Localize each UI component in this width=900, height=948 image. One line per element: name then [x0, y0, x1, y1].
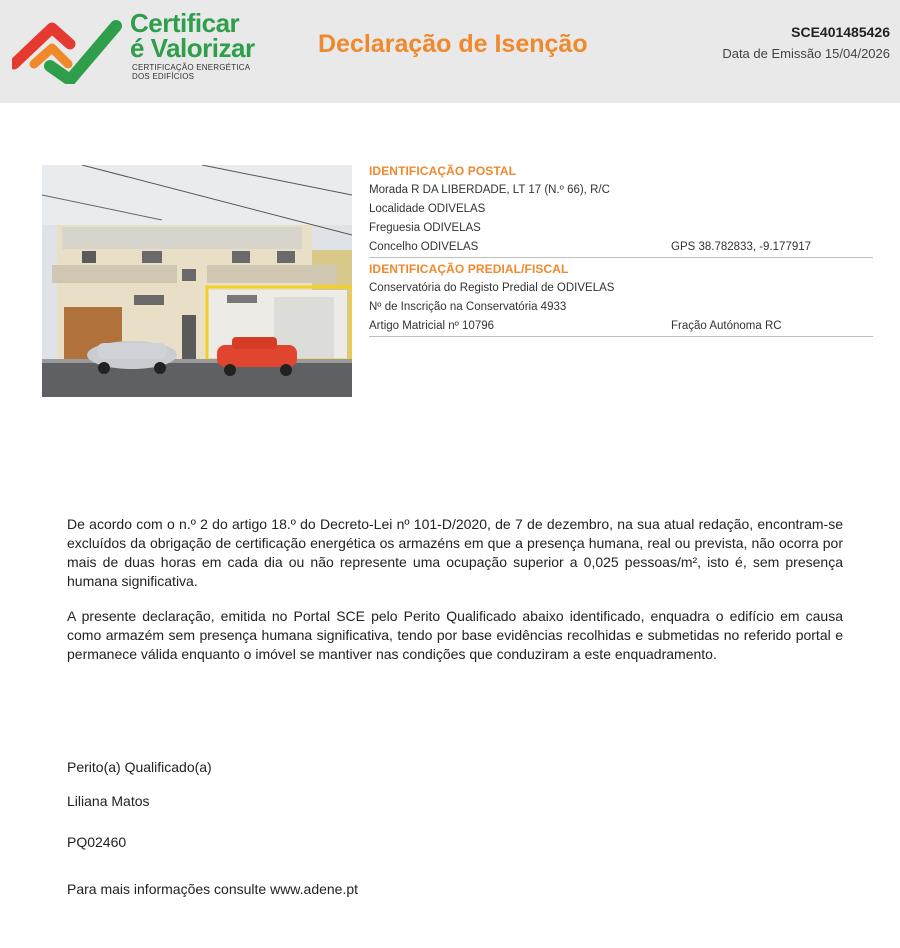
predial-inscricao: Nº de Inscrição na Conservatória 4933 — [369, 301, 567, 313]
logo-subtitle — [132, 63, 250, 81]
predial-section-title: IDENTIFICAÇÃO PREDIAL/FISCAL — [369, 262, 569, 276]
logo-sub2: DOS EDIFÍCIOS — [132, 72, 195, 81]
identification-panel — [369, 164, 873, 341]
logo-sub1: CERTIFICAÇÃO ENERGÉTICA — [132, 63, 251, 72]
certificar-logo — [12, 10, 262, 90]
postal-concelho-row — [369, 238, 873, 258]
postal-localidade: Localidade ODIVELAS — [369, 203, 486, 215]
postal-freguesia: Freguesia ODIVELAS — [369, 222, 481, 234]
predial-fracao: Fração Autónoma RC — [671, 320, 782, 332]
postal-morada: Morada R DA LIBERDADE, LT 17 (N.º 66), R/C — [369, 184, 610, 196]
emission-date: Data de Emissão 15/04/2026 — [722, 46, 890, 61]
legal-paragraph-2: A presente declaração, emitida no Portal SCE pelo Perito Qualificado abaixo identificado, enquadra o edifício em causa como armazém sem presença humana significativa, tendo por base evidências recolhidas e submetidas no referido portal e permanece válida enquanto o imóvel se mantiver nas condições que conduziram a este enquadramento. — [67, 608, 843, 662]
postal-concelho: Concelho ODIVELAS — [369, 241, 479, 253]
logo-line1: Certificar — [130, 8, 240, 38]
signature-name: Liliana Matos — [67, 793, 150, 809]
postal-gps: GPS 38.782833, -9.177917 — [671, 241, 812, 253]
signature-role: Perito(a) Qualificado(a) — [67, 759, 212, 775]
predial-artigo-row — [369, 317, 873, 337]
predial-conservatoria: Conservatória do Registo Predial de ODIVELAS — [369, 282, 615, 294]
predial-artigo: Artigo Matricial nº 10796 — [369, 320, 495, 332]
page-title: Declaração de Isenção — [318, 30, 588, 58]
building-photo — [42, 165, 352, 397]
more-info-text: Para mais informações consulte www.adene.pt — [67, 881, 359, 897]
header-band — [0, 0, 900, 103]
postal-section-title: IDENTIFICAÇÃO POSTAL — [369, 164, 517, 178]
logo-line2: é Valorizar — [130, 33, 255, 63]
signature-id: PQ02460 — [67, 834, 127, 850]
checkmark-house-icon — [12, 12, 122, 84]
certificate-code: SCE401485426 — [791, 24, 890, 40]
legal-paragraph-1: De acordo com o n.º 2 do artigo 18.º do Decreto-Lei nº 101-D/2020, de 7 de dezembro, na sua atual redação, encontram-se excluídos da obrigação de certificação energética os armazéns em que a presença humana, real ou prevista, não ocorra por mais de duas horas em cada dia ou não represente uma ocupação superior a 0,025 pessoas/m², isto é, sem presença humana significativa. — [67, 516, 843, 589]
